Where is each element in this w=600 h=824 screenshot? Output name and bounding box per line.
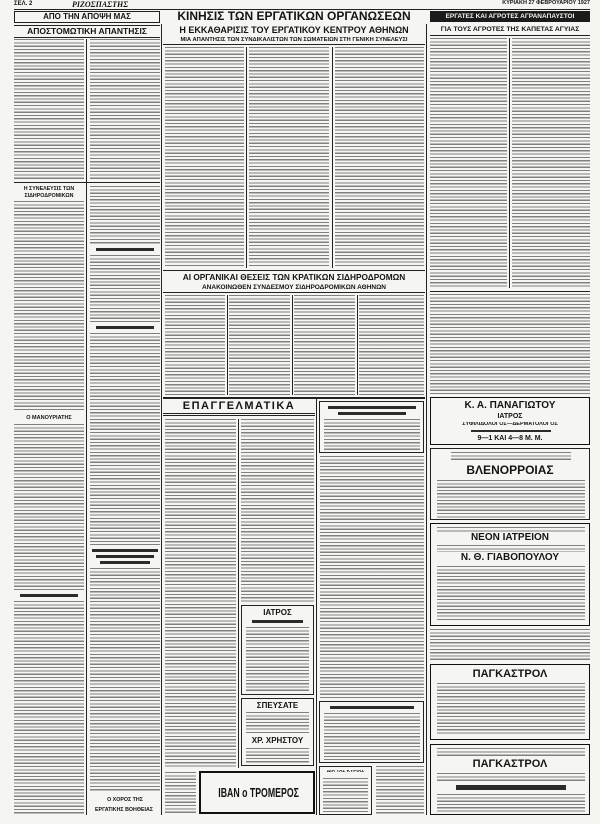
doctor-panagiotou-hours: 9—1 ΚΑΙ 4—8 Μ. Μ. [477,435,543,442]
column-rule [227,295,228,395]
article-body-column [90,568,160,792]
article-body-column [14,424,84,590]
doctor-panagiotou-address [471,430,551,432]
farmers-article-title: ΓΙΑ ΤΟΥΣ ΑΓΡΟΤΕΣ ΤΗΣ ΚΑΠΕΤΑΣ ΑΓΥΙΑΣ [430,25,590,36]
notice-text [324,713,420,760]
ad-text [437,527,585,532]
labor-center-subtitle: ΜΙΑ ΑΠΑΝΤΗΣΙΣ ΤΩΝ ΣΥΝΔΙΚΑΛΙΣΤΩΝ ΤΩΝ ΣΩΜΑΤΕΙΩΝ ΣΤΗ ΓΕΝΙΚΗ ΣΥΝΕΛΕΥΣΙ [180,37,408,43]
article-body-column [165,772,196,815]
page-number: ΣΕΛ. 2 [14,1,33,7]
doctor-classified-ad [241,605,314,695]
ladies-ad [319,766,372,815]
notice-heading [330,706,414,709]
article-body-column [14,201,84,412]
ivan-ad-title-text: ΙΒΑΝ ο ΤΡΟΜΕΡΟΣ [218,786,299,800]
ad-text [437,683,585,736]
article-body-column [359,295,424,395]
doctor-panagiotou-role: ΙΑΤΡΟΣ [497,413,523,420]
notice-text [324,419,420,450]
article-rule [163,270,425,271]
article-heading [100,561,150,564]
railway-meeting-title: Η ΣΥΝΕΛΕΥΣΙΣ ΤΩΝ ΣΙΔΗΡΟΔΡΟΜΙΚΩΝ [23,186,75,199]
blenorrhea-ad-title: ΒΛΕΝΟΡΡΟΙΑΣ [466,464,554,476]
article-body-column [14,601,84,815]
ad-text [437,794,585,812]
ivan-ad [199,771,315,814]
article-body-column [320,456,424,698]
article-body-column [229,295,290,395]
blenorrhea-ad [430,448,590,520]
pagkastrol-ad-2-title: ΠΑΓΚΑΣΤΡΟΛ [472,759,548,770]
dance-title-line2: ΕΡΓΑΤΙΚΗΣ ΒΟΗΘΕΙΑΣ [95,807,153,813]
article-body-column [165,295,225,395]
article-rule [430,291,590,292]
hurry-ad [241,698,314,766]
ad-text [246,712,309,735]
column-rule [161,24,162,815]
opinion-article-title: ΑΠΟΣΤΟΜΩΤΙΚΗ ΑΠΑΝΤΗΣΙΣ [14,25,160,38]
notice-box [319,701,424,763]
newspaper-name: ΡΙΖΟΣΠΑΣΤΗΣ [72,0,129,9]
column-rule [292,295,293,395]
ladies-ad-title: ΔΙΑ ΤΑΣ ΚΥΡΙΑΣ [326,770,365,774]
labor-center-title: Η ΕΚΚΑΘΑΡΙΣΙΣ ΤΟΥ ΕΡΓΑΤΙΚΟΥ ΚΕΝΤΡΟΥ ΑΘΗΝΩΝ [179,25,409,35]
classifieds-rule [163,413,315,416]
neon-iatreion-ad [430,523,590,626]
article-body-column [165,47,244,268]
neon-iatreion-doctor: Ν. Θ. ΓΙΑΒΟΠΟΥΛΟΥ [460,553,560,563]
article-heading [96,248,154,251]
column-rule [357,295,358,395]
article-body-column [90,333,160,545]
article-body-column [14,39,84,179]
column-rule [246,47,247,268]
article-rule [163,292,425,293]
column-rule [426,24,427,815]
article-body-column [90,186,160,244]
notice-box [319,401,424,453]
doctor-name-heading [252,620,303,623]
pagkastrol-ad-1 [430,664,590,740]
column-rule [238,419,239,768]
section-head-labor: ΚΙΝΗΣΙΣ ΤΩΝ ΕΡΓΑΤΙΚΩΝ ΟΡΓΑΝΩΣΕΩΝ [177,10,411,23]
ad-text [246,748,309,763]
section-head-opinion: ΑΠΟ ΤΗΝ ΑΠΟΨΗ ΜΑΣ [14,11,160,23]
pagkastrol-ad-1-title: ΠΑΓΚΑΣΤΡΟΛ [472,669,548,680]
ivan-ad-title [201,785,313,801]
article-body-column [294,295,355,395]
column-rule [332,47,333,268]
article-body-column [430,629,590,661]
classifieds-title: ΕΠΑΓΓΕΛΜΑΤΙΚΑ [182,400,296,412]
hurry-ad-merchant: ΧΡ. ΧΡΗΣΤΟΥ [251,737,304,745]
ad-text [437,545,585,552]
article-body-column [376,766,424,815]
ad-text [246,627,309,691]
doctor-classified-title: ΙΑΤΡΟΣ [263,609,292,617]
ad-text [437,566,585,622]
column-rule [509,38,510,288]
article-heading [96,326,154,329]
column-rule [316,399,317,815]
article-rule [163,44,425,45]
classifieds-column [165,419,236,768]
neon-iatreion-title: ΝΕΟΝ ΙΑΤΡΕΙΟΝ [470,533,550,543]
article-heading [20,594,78,597]
article-body-column [512,38,590,288]
column-rule [86,39,87,815]
article-rule [14,182,160,183]
notice-heading [328,406,416,409]
ad-text [437,480,585,518]
ad-text [437,748,585,758]
article-rule [163,397,425,399]
hurry-ad-title: ΣΠΕΥΣΑΤΕ [256,702,299,710]
article-body-column [249,47,329,268]
doctor-panagiotou-ad [430,397,590,445]
article-body-column [90,39,160,179]
doctor-panagiotou-name: Κ. Α. ΠΑΝΑΓΙΩΤΟΥ [464,401,556,411]
issue-date: ΚΥΡΙΑΚΗ 27 ΦΕΒΡΟΥΑΡΙΟΥ 1927 [502,0,590,6]
ad-text [451,452,571,462]
article-body-column [430,38,507,288]
manouriatis-title: Ο ΜΑΝΟΥΡΙΑΤΗΣ [26,415,72,421]
article-body-column [90,255,160,323]
article-body-column [335,47,424,268]
article-heading [96,555,154,558]
railways-title: ΑΙ ΟΡΓΑΝΙΚΑΙ ΘΕΣΕΙΣ ΤΩΝ ΚΡΑΤΙΚΩΝ ΣΙΔΗΡΟΔΡΟΜΩΝ [182,272,406,282]
pagkastrol-ad-2 [430,744,590,815]
ad-text [437,773,585,781]
dance-title-line1: Ο ΧΟΡΟΣ ΤΗΣ [107,797,143,803]
doctor-panagiotou-specialty: ΣΥΦΙΛΙΔΟΛΟΓΟΣ—ΔΕΡΜΑΤΟΛΟΓΟΣ [462,422,558,427]
ad-text [323,778,368,812]
pagkastrol-ad-2-merchant [456,785,566,790]
article-heading [92,549,158,552]
article-body-column [430,294,590,394]
section-head-workers-farmers: ΕΡΓΑΤΕΣ ΚΑΙ ΑΓΡΟΤΕΣ ΑΓΡΑΝΑΠΑΥΣΤΟΙ [430,11,590,22]
notice-heading [338,412,406,415]
railways-subtitle: ΑΝΑΚΟΙΝΩΘΕΝ ΣΥΝΔΕΣΜΟΥ ΣΙΔΗΡΟΔΡΟΜΙΚΩΝ ΑΘΗΝΩΝ [201,284,386,291]
classifieds-column [241,419,314,602]
